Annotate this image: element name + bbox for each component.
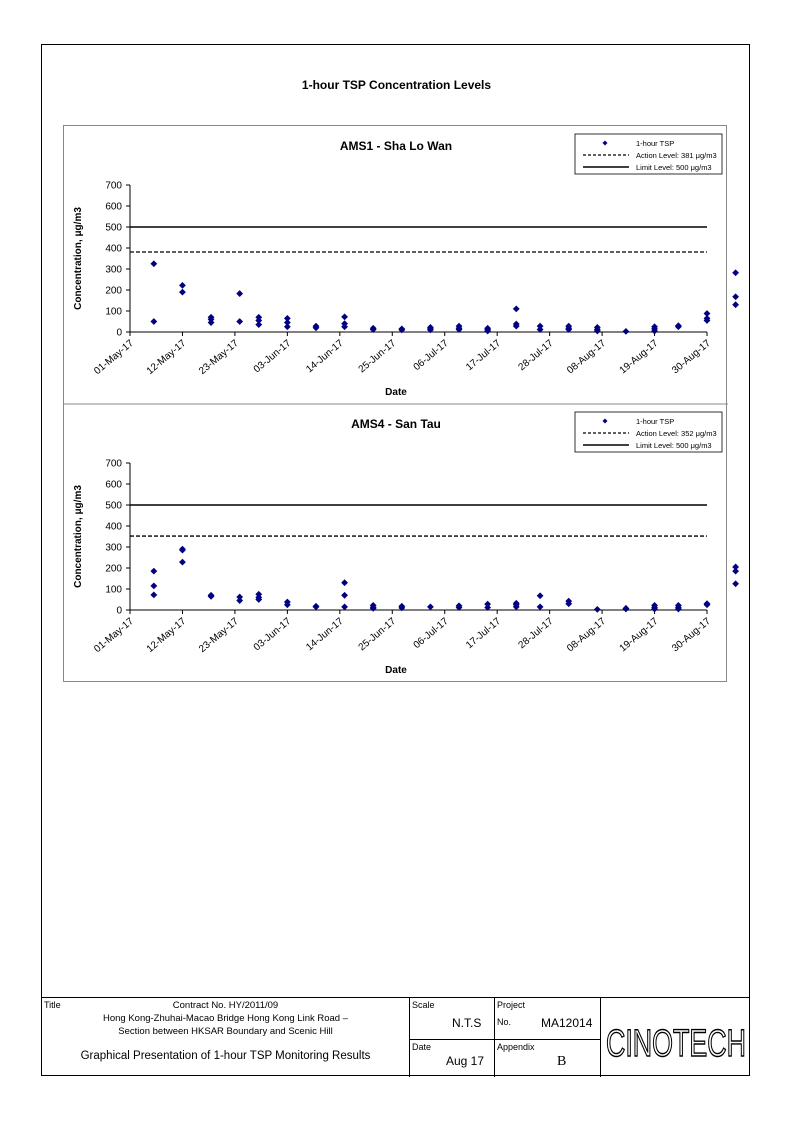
- chart2-title: AMS4 - San Tau: [351, 417, 441, 431]
- chart1-legend-label-limit: Limit Level: 500 μg/m3: [636, 163, 712, 172]
- chart1-data-point: [179, 282, 186, 289]
- chart2-data-point: [313, 603, 320, 610]
- chart1-y-tick-label: 0: [116, 327, 122, 339]
- chart1-data-point: [179, 289, 186, 296]
- scale-date-cell: [410, 998, 495, 1077]
- chart2-x-tick-label: 19-Aug-17: [617, 615, 661, 655]
- chart2-y-tick-label: 100: [105, 584, 122, 596]
- chart2-data-point: [150, 582, 157, 589]
- scale-value: N.T.S: [452, 1016, 482, 1030]
- chart2-y-tick-label: 500: [105, 500, 122, 512]
- chart2-x-tick-label: 06-Jul-17: [411, 615, 451, 652]
- chart1-data-point: [150, 260, 157, 267]
- chart1-y-tick-label: 500: [105, 222, 122, 234]
- project-no-label: No.: [497, 1017, 512, 1027]
- chart1-x-tick-label: 03-Jun-17: [251, 337, 294, 376]
- charts-panel: [63, 125, 727, 682]
- chart2-y-axis-label: Concentration, μg/m3: [73, 485, 84, 588]
- chart2-x-axis-label: Date: [385, 665, 407, 676]
- chart1-x-tick-label: 12-May-17: [144, 337, 189, 378]
- chart2-data-point: [341, 592, 348, 599]
- chart2-data-point: [427, 603, 434, 610]
- chart1-legend-label-tsp: 1-hour TSP: [636, 139, 675, 148]
- chart2-legend-label-tsp: 1-hour TSP: [636, 417, 675, 426]
- chart2-x-tick-label: 28-Jul-17: [516, 615, 556, 652]
- appendix-label: Appendix: [497, 1042, 535, 1052]
- project-line-2: Section between HKSAR Boundary and Scenic Hill: [118, 1026, 333, 1037]
- chart1-data-point: [284, 323, 291, 330]
- chart2-data-point: [208, 593, 215, 600]
- chart2-data-point: [236, 597, 243, 604]
- project-label: Project: [497, 1000, 526, 1010]
- chart1-y-tick-label: 200: [105, 285, 122, 297]
- chart1-x-tick-label: 17-Jul-17: [464, 337, 504, 374]
- chart2-data-point: [150, 568, 157, 575]
- chart2-data-point: [341, 579, 348, 586]
- chart2-legend-label-limit: Limit Level: 500 μg/m3: [636, 441, 712, 450]
- chart1-y-tick-label: 600: [105, 201, 122, 213]
- chart2-x-tick-label: 14-Jun-17: [304, 615, 346, 654]
- chart2-data-point: [623, 606, 630, 613]
- chart2-data-point: [537, 592, 544, 599]
- chart1-legend-label-action: Action Level: 381 μg/m3: [636, 151, 717, 160]
- chart1-data-point: [255, 321, 262, 328]
- chart1-data-point: [675, 323, 682, 330]
- chart2-y-tick-label: 200: [105, 563, 122, 575]
- chart1-data-point: [236, 290, 243, 297]
- chart2-y-tick-label: 400: [105, 521, 122, 533]
- charts-svg: [64, 126, 728, 683]
- chart1-y-axis-label: Concentration, μg/m3: [73, 207, 84, 310]
- chart2-data-point: [179, 559, 186, 566]
- chart2-data-point: [594, 606, 601, 613]
- chart1-data-point: [513, 306, 520, 313]
- title-label: Title: [44, 1000, 61, 1010]
- cinotech-logo: [601, 998, 750, 1077]
- chart2-x-tick-label: 30-Aug-17: [670, 615, 713, 655]
- chart2-x-tick-label: 03-Jun-17: [251, 615, 294, 654]
- date-value: Aug 17: [446, 1054, 485, 1068]
- chart2-x-tick-label: 17-Jul-17: [464, 615, 504, 652]
- chart2-y-tick-label: 300: [105, 542, 122, 554]
- chart1-x-tick-label: 23-May-17: [197, 337, 241, 378]
- page-title: 1-hour TSP Concentration Levels: [301, 78, 492, 92]
- drawing-title: Graphical Presentation of 1-hour TSP Monitoring Results: [80, 1050, 371, 1062]
- chart1-y-tick-label: 700: [105, 180, 122, 192]
- appendix-value: B: [557, 1054, 567, 1069]
- chart1-data-point: [341, 313, 348, 320]
- chart1-x-tick-label: 14-Jun-17: [304, 337, 346, 376]
- logo-text: CINOTECH: [606, 1023, 746, 1065]
- chart2-x-tick-label: 25-Jun-17: [356, 615, 399, 654]
- chart2-x-tick-label: 01-May-17: [92, 615, 136, 656]
- chart1-x-tick-label: 01-May-17: [92, 337, 136, 378]
- chart1-y-tick-label: 400: [105, 243, 122, 255]
- chart2-x-tick-label: 08-Aug-17: [565, 615, 609, 655]
- chart2-x-tick-label: 23-May-17: [197, 615, 241, 656]
- title-cell: [41, 998, 410, 1077]
- chart1-data-point: [623, 328, 630, 335]
- project-line-1: Hong Kong-Zhuhai-Macao Bridge Hong Kong Link Road –: [102, 1013, 349, 1024]
- title-block: [41, 997, 750, 1077]
- date-label: Date: [412, 1042, 432, 1052]
- chart2-data-point: [179, 547, 186, 554]
- chart1-x-tick-label: 19-Aug-17: [617, 337, 661, 377]
- chart1-x-tick-label: 25-Jun-17: [356, 337, 399, 376]
- chart2-x-tick-label: 12-May-17: [144, 615, 189, 656]
- chart2-y-tick-label: 600: [105, 479, 122, 491]
- chart2-legend-label-action: Action Level: 352 μg/m3: [636, 429, 717, 438]
- scale-label: Scale: [412, 1000, 435, 1010]
- project-number: MA12014: [541, 1016, 593, 1030]
- chart1-data-point: [236, 318, 243, 325]
- chart1-x-tick-label: 06-Jul-17: [411, 337, 451, 374]
- logo-cell: [601, 998, 750, 1077]
- project-appendix-cell: [495, 998, 601, 1077]
- chart1-y-tick-label: 100: [105, 306, 122, 318]
- contract-number: Contract No. HY/2011/09: [172, 1000, 279, 1011]
- chart1-x-tick-label: 30-Aug-17: [670, 337, 713, 377]
- chart2-data-point: [537, 603, 544, 610]
- chart1-x-tick-label: 08-Aug-17: [565, 337, 609, 377]
- chart1-data-point: [150, 318, 157, 325]
- chart1-x-axis-label: Date: [385, 387, 407, 398]
- chart1-y-tick-label: 300: [105, 264, 122, 276]
- chart2-data-point: [341, 603, 348, 610]
- chart1-x-tick-label: 28-Jul-17: [516, 337, 556, 374]
- chart2-y-tick-label: 700: [105, 458, 122, 470]
- chart2-data-point: [150, 591, 157, 598]
- chart1-title: AMS1 - Sha Lo Wan: [339, 139, 453, 153]
- chart2-data-point: [704, 601, 711, 608]
- chart2-y-tick-label: 0: [116, 605, 122, 617]
